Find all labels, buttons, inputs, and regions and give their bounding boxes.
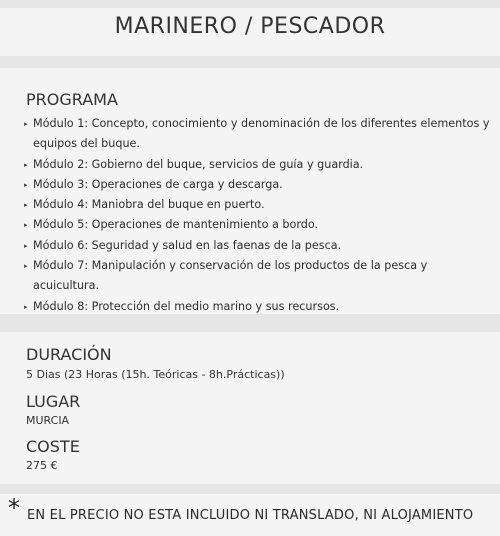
programa-heading: PROGRAMA (26, 90, 118, 109)
bullet-icon: ▸ (24, 180, 28, 189)
footer-divider-band (0, 484, 500, 494)
lugar-heading: LUGAR (26, 392, 81, 411)
bullet-icon: ▸ (24, 302, 28, 311)
page-title: MARINERO / PESCADOR (114, 14, 386, 39)
bullet-icon: ▸ (24, 241, 28, 250)
list-item: ▸ Módulo 6: Seguridad y salud en las faenas de la pesca. (24, 236, 494, 256)
bullet-icon: ▸ (24, 221, 28, 230)
coste-value: 275 € (26, 459, 58, 472)
bullet-icon: ▸ (24, 201, 28, 210)
bullet-icon: ▸ (24, 120, 28, 128)
list-item: ▸ Módulo 1: Concepto, conocimiento y denominación de los diferentes elementos y equipos del buque. (24, 114, 494, 155)
bullet-icon: ▸ (24, 160, 28, 169)
duracion-heading: DURACIÓN (26, 345, 112, 364)
title-bottom-band (0, 56, 500, 68)
list-item: ▸ Módulo 2: Gobierno del buque, servicios de guía y guardia. (24, 155, 494, 175)
list-item: ▸ Módulo 3: Operaciones de carga y descarga. (24, 175, 494, 195)
lugar-value: MURCIA (26, 414, 70, 427)
list-item: ▸ Módulo 8: Protección del medio marino y sus recursos. (24, 297, 494, 317)
coste-heading: COSTE (26, 437, 80, 456)
price-note: EN EL PRECIO NO ESTA INCLUIDO NI TRANSLADO, NI ALOJAMIENTO (27, 508, 474, 523)
module-list (24, 114, 494, 317)
asterisk-icon: * (8, 494, 20, 522)
top-band (0, 0, 500, 8)
list-item: ▸ Módulo 4: Maniobra del buque en puerto. (24, 195, 494, 215)
list-item: ▸ Módulo 7: Manipulación y conservación de los productos de la pesca y acuicultura. (24, 256, 494, 297)
list-item: ▸ Módulo 5: Operaciones de mantenimiento a bordo. (24, 215, 494, 235)
bullet-icon: ▸ (24, 262, 28, 271)
duracion-value: 5 Dias (23 Horas (15h. Teóricas - 8h.Prácticas)) (26, 368, 285, 381)
